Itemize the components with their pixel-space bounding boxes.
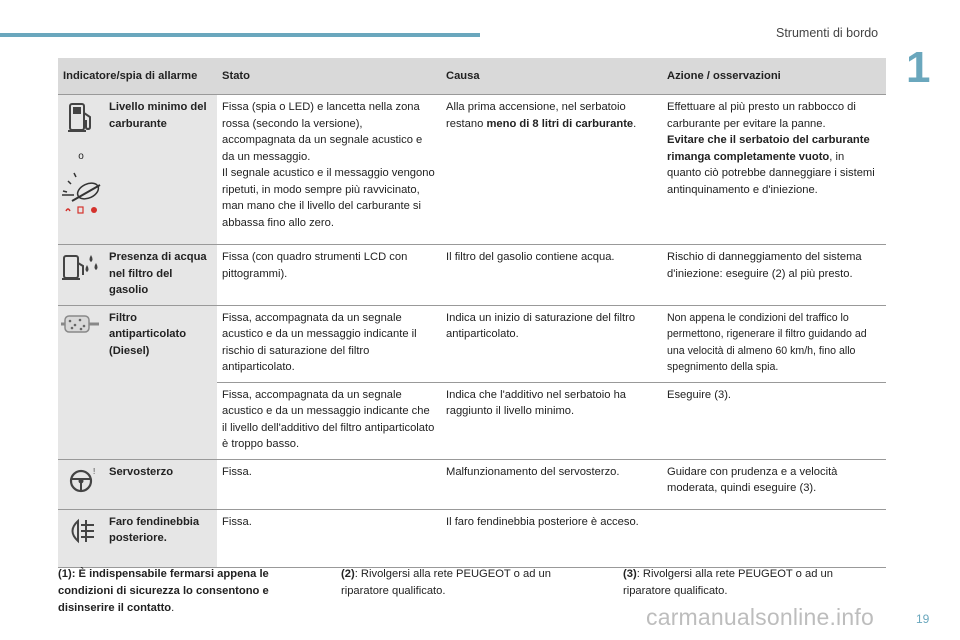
- rear-fog-lamp-icon: [64, 516, 98, 546]
- causa-cell: Il faro fendinebbia posteriore è acceso.: [441, 509, 662, 567]
- column-header-causa: Causa: [441, 58, 662, 95]
- steering-icon-cell: [58, 459, 104, 509]
- causa-cell: [441, 95, 662, 245]
- footnote-1-end: .: [171, 602, 175, 614]
- footnote-2: [341, 566, 591, 600]
- azione-cell: Guidare con prudenza e a velocità moderata, quindi eseguire (3).: [662, 459, 886, 509]
- icon-or-text: o: [78, 150, 84, 162]
- indicator-label-steering: Servosterzo: [104, 459, 217, 509]
- stato-cell: Fissa (spia o LED) e lancetta nella zona rossa (secondo la versione), accompagnata da un segnale acustico e da un messaggio. Il segnale acustico e il messaggio vengono ripetuti, in modo sempre più ravvicinato, man mano che il livello del carburante si abbassa fino allo zero.: [217, 95, 441, 245]
- causa-cell: Malfunzionamento del servosterzo.: [441, 459, 662, 509]
- indicator-label-water: Presenza di acqua nel filtro del gasolio: [104, 245, 217, 306]
- fuel-pump-icon: [66, 101, 96, 135]
- header-accent-bar: [0, 33, 480, 37]
- watermark: carmanualsonline.info: [646, 604, 874, 630]
- section-title: Strumenti di bordo: [776, 26, 879, 40]
- footnote-1-text: : È indispensabile fermarsi appena le condizioni di sicurezza lo consentono e disinserire il contatto: [58, 568, 269, 614]
- causa-bold-text: meno di 8 litri di carburante: [486, 117, 634, 130]
- chapter-number: 1: [906, 43, 931, 92]
- stato-cell: Fissa (con quadro strumenti LCD con pittogrammi).: [217, 245, 441, 306]
- water-in-fuel-icon-cell: [58, 245, 104, 306]
- table-row: [58, 459, 886, 509]
- azione-cell: [662, 509, 886, 567]
- power-steering-icon: [64, 466, 98, 496]
- column-header-stato: Stato: [217, 58, 441, 95]
- indicator-label-dpf: Filtro antiparticolato (Diesel): [104, 305, 217, 459]
- footnote-3: [623, 566, 883, 600]
- footnote-3-text: : Rivolgersi alla rete PEUGEOT o ad un riparatore qualificato.: [623, 568, 833, 597]
- causa-cell: Indica che l'additivo nel serbatoio ha raggiunto il livello minimo.: [441, 382, 662, 459]
- footnote-3-ref: (3): [623, 568, 637, 580]
- azione-cell: Non appena le condizioni del traffico lo permettono, rigenerare il filtro guidando ad una velocità di almeno 60 km/h, fino allo spegnimento della spia.: [662, 305, 886, 382]
- azione-text-end: , in quanto ciò potrebbe danneggiare i sistemi antinquinamento e d'iniezione.: [667, 150, 875, 196]
- table-header-row: [58, 58, 886, 95]
- indicator-label-fuel: Livello minimo del carburante: [104, 95, 217, 245]
- table-row: [58, 305, 886, 382]
- page-number: 19: [916, 612, 930, 626]
- stato-cell: Fissa.: [217, 459, 441, 509]
- fuel-gauge-icon: [60, 167, 104, 219]
- stato-cell: Fissa.: [217, 509, 441, 567]
- svg-text:!: !: [93, 466, 96, 476]
- footnote-1: [58, 566, 308, 617]
- column-header-indicator: Indicatore/spia di allarme: [58, 58, 217, 95]
- table-row: [58, 509, 886, 567]
- rear-fog-icon-cell: [58, 509, 104, 567]
- footnote-2-ref: (2): [341, 568, 355, 580]
- dpf-icon-cell: [58, 305, 104, 459]
- stato-cell: Fissa, accompagnata da un segnale acustico e da un messaggio indicante il rischio di saturazione del filtro antiparticolato.: [217, 305, 441, 382]
- indicator-label-rear-fog: Faro fendinebbia posteriore.: [104, 509, 217, 567]
- causa-text: Alla prima accensione, nel serbatoio restano: [446, 101, 626, 130]
- azione-cell: [662, 95, 886, 245]
- water-in-diesel-filter-icon: [61, 251, 101, 283]
- fuel-icons-cell: [58, 95, 104, 245]
- causa-cell: Indica un inizio di saturazione del filtro antiparticolato.: [441, 305, 662, 382]
- azione-cell: Eseguire (3).: [662, 382, 886, 459]
- azione-text: Effettuare al più presto un rabbocco di carburante per evitare la panne.: [667, 101, 856, 130]
- table-row: [58, 245, 886, 306]
- azione-cell: Rischio di danneggiamento del sistema d'iniezione: eseguire (2) al più presto.: [662, 245, 886, 306]
- azione-bold-text: Evitare che il serbatoio del carburante rimanga completamente vuoto: [667, 134, 870, 163]
- particulate-filter-icon: [61, 312, 101, 336]
- warning-lights-table: [58, 58, 886, 568]
- causa-cell: Il filtro del gasolio contiene acqua.: [441, 245, 662, 306]
- footnote-1-ref: (1): [58, 568, 72, 580]
- stato-cell: Fissa, accompagnata da un segnale acustico e da un messaggio indicante che il livello dell'additivo del filtro antiparticolato è troppo basso.: [217, 382, 441, 459]
- footnote-2-text: : Rivolgersi alla rete PEUGEOT o ad un riparatore qualificato.: [341, 568, 551, 597]
- table-row: [58, 95, 886, 245]
- causa-text-end: .: [633, 117, 637, 130]
- column-header-azione: Azione / osservazioni: [662, 58, 886, 95]
